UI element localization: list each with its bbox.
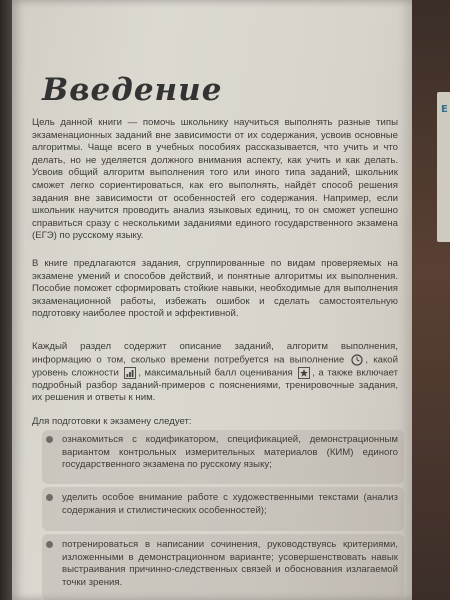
intro-paragraph: Цель данной книги — помочь школьнику научиться выполнять разные типы экзаменационных заданий вне зависимости от их содержания, усвоив основные алгоритмы. Чаще всего в учебных пособиях рассказывается, что учить и что делать, но не уделяется должного внимания аспекту, как учить и как делать. Усвоив общий алгоритм выполнения того или иного типа заданий, школьник сможет легко сориентироваться, как его выполнять, найдёт способ решения задания вне зависимости от особенностей его содержания. Например, если школьник научится проводить анализ языковых единиц, то он сможет успешно справиться сразу с несколькими заданиями единого государственного экзамена (ЕГЭ) по русскому языку. (32, 117, 398, 242)
preparation-intro: Для подготовки к экзамену следует: (32, 416, 192, 427)
sections-text-3: , максимальный балл оценивания (138, 367, 293, 379)
sections-paragraph (32, 341, 398, 405)
bullet-dot-icon (46, 436, 53, 443)
sections-text-1: Каждый раздел содержит описание заданий, алгоритм выполнения, информацию о том, сколько времени потребуется на выполнение (32, 341, 398, 366)
sections-text-4: , а также включает подробный разбор заданий-примеров с пояснениями, тренировочные задания, их решения и ответы к ним. (32, 367, 399, 404)
bullet-dot-icon (46, 494, 53, 501)
sections-text-2: , какой уровень сложности (32, 354, 398, 379)
clock-icon (351, 354, 363, 366)
bullet-dot-icon (46, 541, 53, 548)
tasks-paragraph: В книге предлагаются задания, сгруппированные по видам проверяемых на экзамене умений и способов действий, и понятные алгоритмы их выполнения. Пособие поможет сформировать стойкие навыки, необходимые для выполнения экзаменационной работы, избежать ошибок и сделать самостоятельную подготовку наиболее простой и эффективной. (32, 258, 398, 320)
background-right (408, 0, 450, 600)
book-page (12, 0, 412, 600)
adjacent-book-letter: Е (441, 104, 448, 115)
book-left-edge (0, 0, 12, 600)
page-title: Введение (42, 72, 223, 108)
star-icon (298, 367, 310, 379)
difficulty-bars-icon (124, 367, 136, 379)
bullet-item-2: уделить особое внимание работе с художественными текстами (анализ содержания и стилистических особенностей); (62, 492, 398, 516)
bullet-item-3: потренироваться в написании сочинения, руководствуясь критериями, изложенными в демонстрационном варианте; усовершенствовать навык выстраивания причинно-следственных связей и обоснования излагаемой точки зрения. (62, 539, 398, 588)
bullet-item-1: ознакомиться с кодификатором, спецификацией, демонстрационным вариантом контрольных измерительных материалов (КИМ) единого государственного экзамена по русскому языку; (62, 434, 398, 471)
